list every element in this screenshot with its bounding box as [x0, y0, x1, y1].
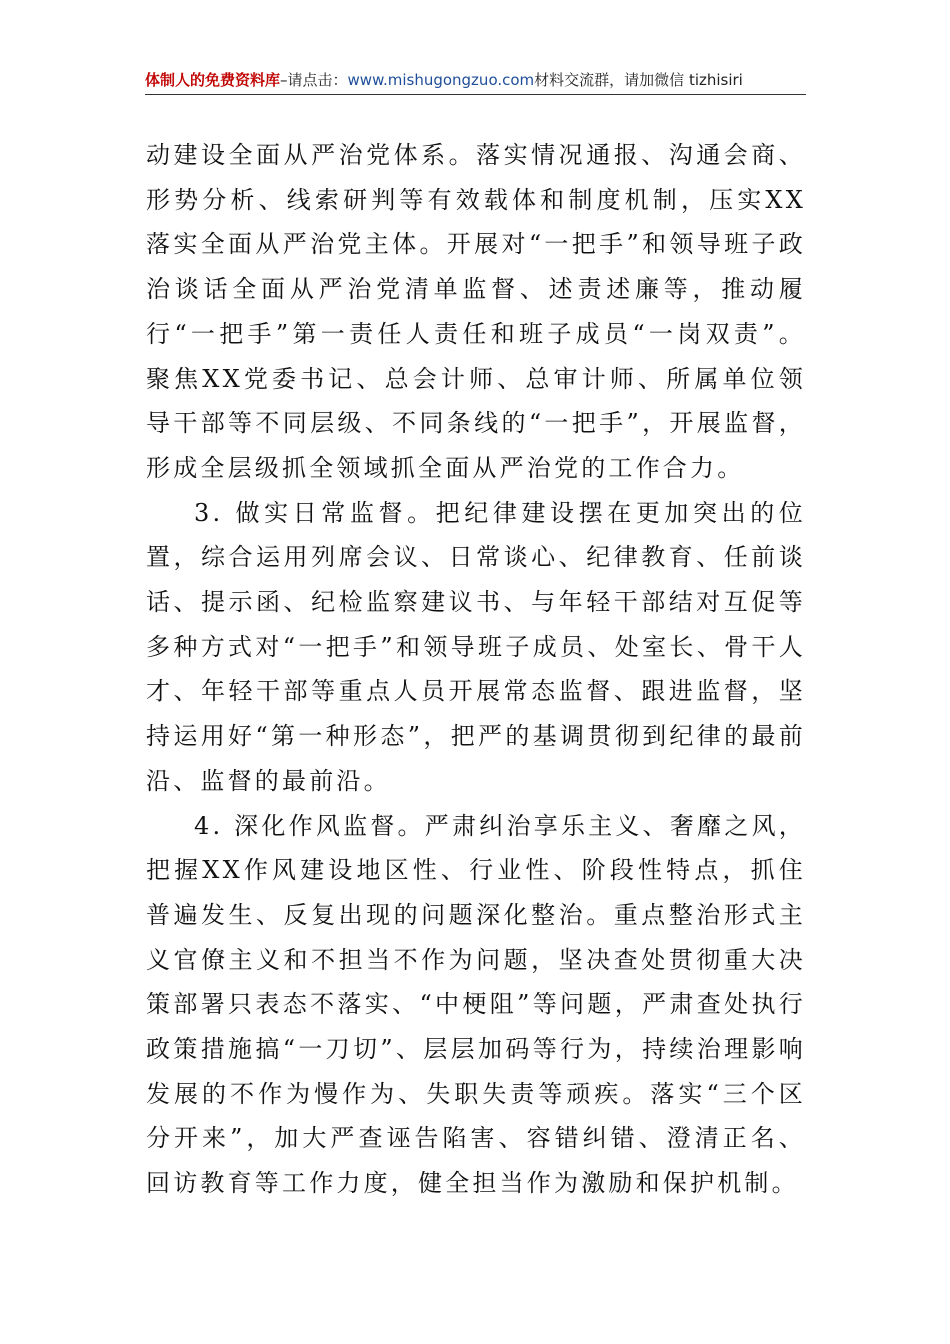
header-site-name: 体制人的免费资料库	[145, 71, 281, 89]
page-header	[145, 66, 806, 95]
paragraph-style-supervision: 4. 深化作风监督。严肃纠治享乐主义、奢靡之风，把握XX作风建设地区性、行业性、阶段性特点，抓住普遍发生、反复出现的问题深化整治。重点整治形式主义官僚主义和不担当不作为问题，坚决查处贯彻重大决策部署只表态不落实、“中梗阻”等问题，严肃查处执行政策措施搞“一刀切”、层层加码等行为，持续治理影响发展的不作为慢作为、失职失责等顽疾。落实“三个区分开来”，加大严查诬告陷害、容错纠错、澄清正名、回访教育等工作力度，健全担当作为激励和保护机制。	[146, 811, 806, 1198]
paragraph-continuation: 动建设全面从严治党体系。落实情况通报、沟通会商、形势分析、线索研判等有效载体和制度机制，压实XX落实全面从严治党主体。开展对“一把手”和领导班子政治谈话全面从严治党清单监督、述责述廉等，推动履行“一把手”第一责任人责任和班子成员“一岗双责”。聚焦XX党委书记、总会计师、总审计师、所属单位领导干部等不同层级、不同条线的“一把手”，开展监督，形成全层级抓全领域抓全面从严治党的工作合力。	[146, 141, 806, 482]
paragraph-daily-supervision: 3. 做实日常监督。把纪律建设摆在更加突出的位置，综合运用列席会议、日常谈心、纪律教育、任前谈话、提示函、纪检监察建议书、与年轻干部结对互促等多种方式对“一把手”和领导班子成员、处室长、骨干人才、年轻干部等重点人员开展常态监督、跟进监督，坚持运用好“第一种形态”，把严的基调贯彻到纪律的最前沿、监督的最前沿。	[146, 498, 806, 795]
document-body	[146, 133, 806, 1206]
header-prompt: –请点击：	[280, 71, 348, 89]
header-contact: 材料交流群，请加微信 tizhisiri	[534, 71, 743, 89]
header-url-link[interactable]: www.mishugongzuo.com	[347, 71, 535, 89]
